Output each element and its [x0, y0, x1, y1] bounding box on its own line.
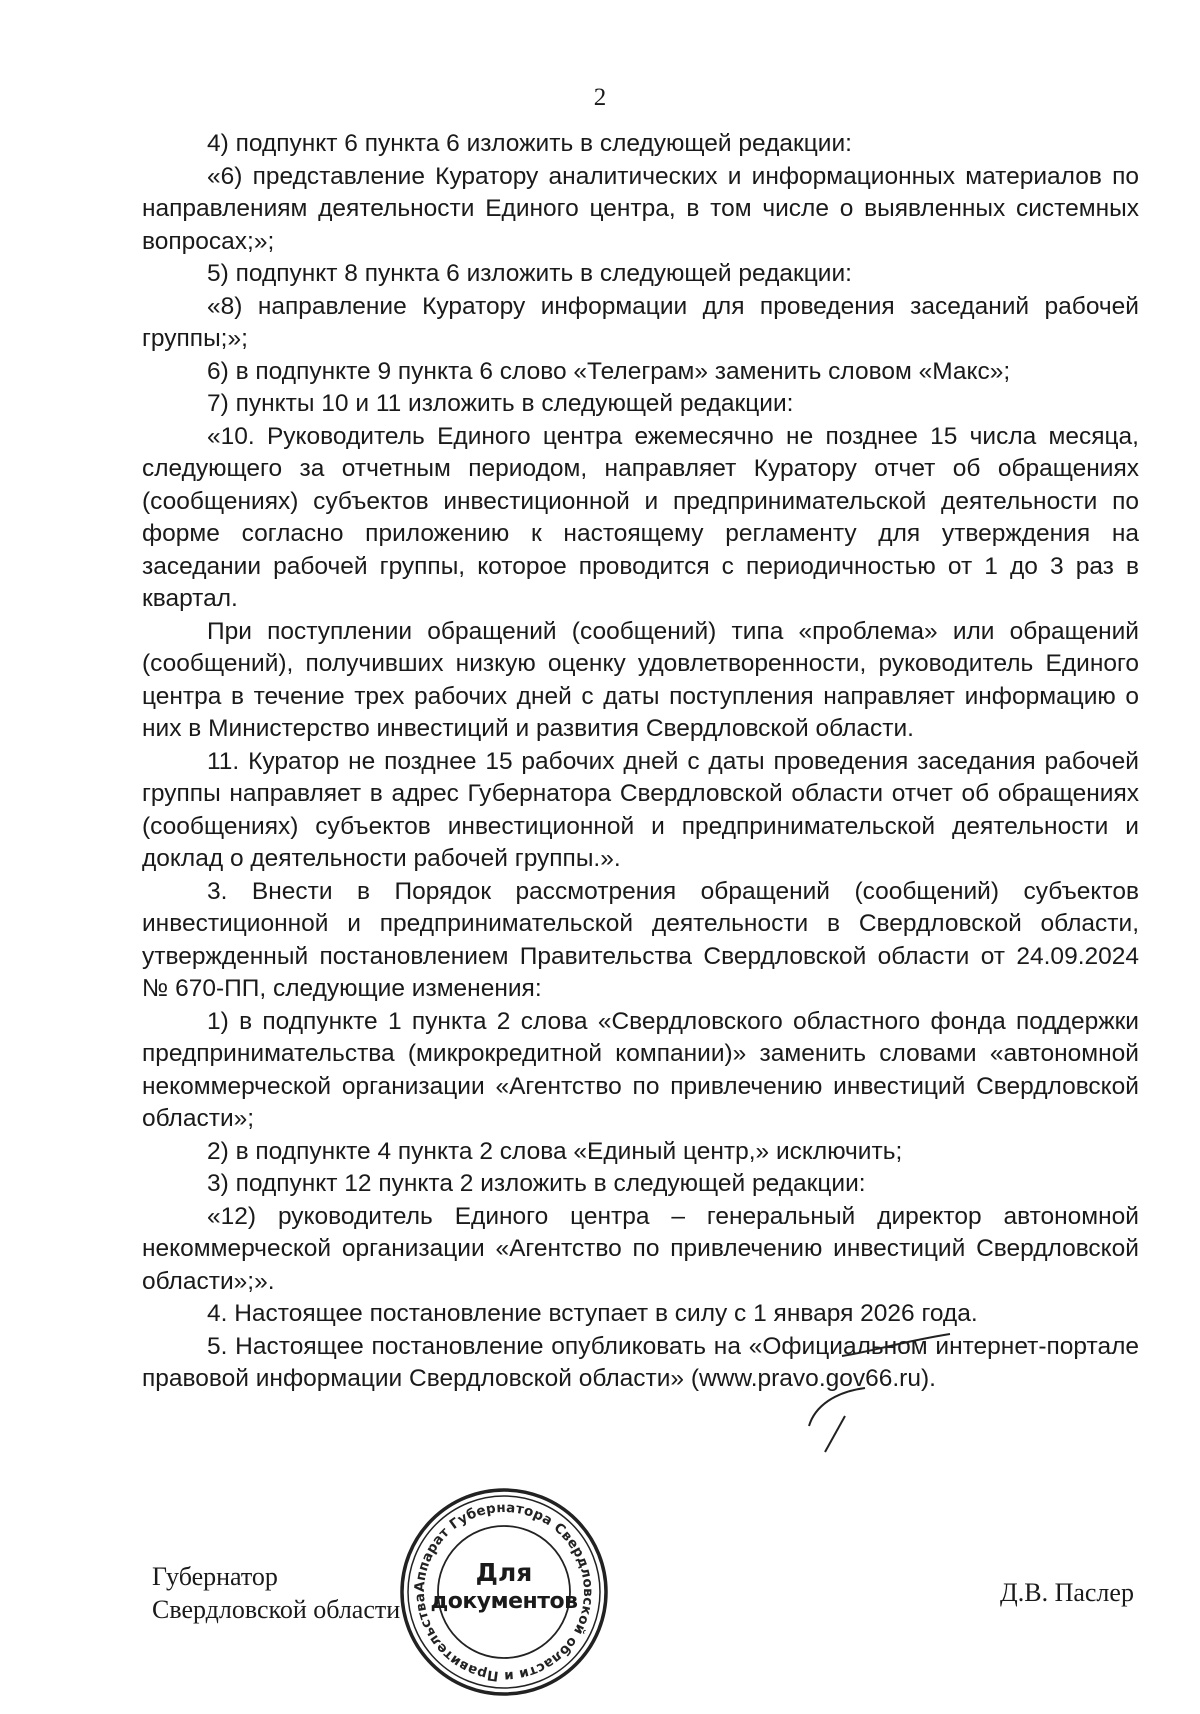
- paragraph: 4. Настоящее постановление вступает в силу с 1 января 2026 года.: [207, 1300, 978, 1327]
- paragraph: 7) пункты 10 и 11 изложить в следующей редакции:: [207, 390, 794, 417]
- paragraph: «12) руководитель Единого центра – генеральный директор автономной некоммерческой организации «Агентство по привлечению инвестиций Свердловской области»;».: [142, 1202, 1139, 1295]
- paragraph: 4) подпункт 6 пункта 6 изложить в следующей редакции:: [207, 130, 852, 157]
- official-stamp: [398, 1486, 610, 1698]
- signature-position-line1: Губернатор: [152, 1562, 278, 1591]
- signature-name: Д.В. Паслер: [1000, 1578, 1134, 1607]
- paragraph: 3. Внести в Порядок рассмотрения обращений (сообщений) субъектов инвестиционной и предпринимательской деятельности в Свердловской области, утвержденный постановлением Правительства Свердловской области от 24.09.2024 № 670-ПП, следующие изменения:: [142, 877, 1139, 1002]
- signature-position-line2: Свердловской области: [152, 1595, 401, 1624]
- paragraph: 2) в подпункте 4 пункта 2 слова «Единый центр,» исключить;: [207, 1137, 903, 1165]
- stamp-center-line2: документов: [430, 1589, 578, 1614]
- stamp-center-line1: Для: [475, 1558, 533, 1587]
- ink-strike-mark: [840, 1330, 960, 1370]
- stamp-center: [398, 1558, 610, 1616]
- paragraph: 3) подпункт 12 пункта 2 изложить в следующей редакции:: [207, 1170, 866, 1197]
- ink-check-mark: [805, 1386, 875, 1456]
- signature-position: [152, 1560, 400, 1626]
- document-body: [142, 128, 1139, 1396]
- paragraph: 6) в подпункте 9 пункта 6 слово «Телеграм» заменить словом «Макс»;: [207, 357, 1011, 385]
- paragraph: «10. Руководитель Единого центра ежемесячно не позднее 15 числа месяца, следующего за отчетным периодом, направляет Куратору отчет об обращениях (сообщениях) субъектов инвестиционной и предпринимательской деятельности по форме согласно приложению к настоящему регламенту для утверждения на заседании рабочей группы, которое проводится с периодичностью от 1 до 3 раз в квартал.: [142, 422, 1139, 612]
- stamp-ring-text: Аппарат Губернатора Свердловской области и Правительства: [411, 1499, 597, 1685]
- paragraph: «6) представление Куратору аналитических и информационных материалов по направлениям деятельности Единого центра, в том числе о выявленных системных вопросах;»;: [142, 162, 1139, 255]
- paragraph: При поступлении обращений (сообщений) типа «проблема» или обращений (сообщений), получивших низкую оценку удовлетворенности, руководитель Единого центра в течение трех рабочих дней с даты поступления направляет информацию о них в Министерство инвестиций и развития Свердловской области.: [142, 617, 1139, 742]
- paragraph: 11. Куратор не позднее 15 рабочих дней с даты проведения заседания рабочей группы направляет в адрес Губернатора Свердловской области отчет об обращениях (сообщениях) субъектов инвестиционной и предпринимательской деятельности и доклад о деятельности рабочей группы.».: [142, 747, 1139, 872]
- paragraph: «8) направление Куратору информации для проведения заседаний рабочей группы;»;: [142, 292, 1139, 352]
- page-number: 2: [593, 84, 607, 111]
- paragraph: 5. Настоящее постановление опубликовать на «Официальном интернет-портале правовой информации Свердловской области» (www.pravo.gov66.ru).: [142, 1332, 1139, 1392]
- paragraph: 1) в подпункте 1 пункта 2 слова «Свердловского областного фонда поддержки предпринимательства (микрокредитной компании)» заменить словами «автономной некоммерческой организации «Агентство по привлечению инвестиций Свердловской области»;: [142, 1007, 1139, 1132]
- paragraph: 5) подпункт 8 пункта 6 изложить в следующей редакции:: [207, 260, 852, 287]
